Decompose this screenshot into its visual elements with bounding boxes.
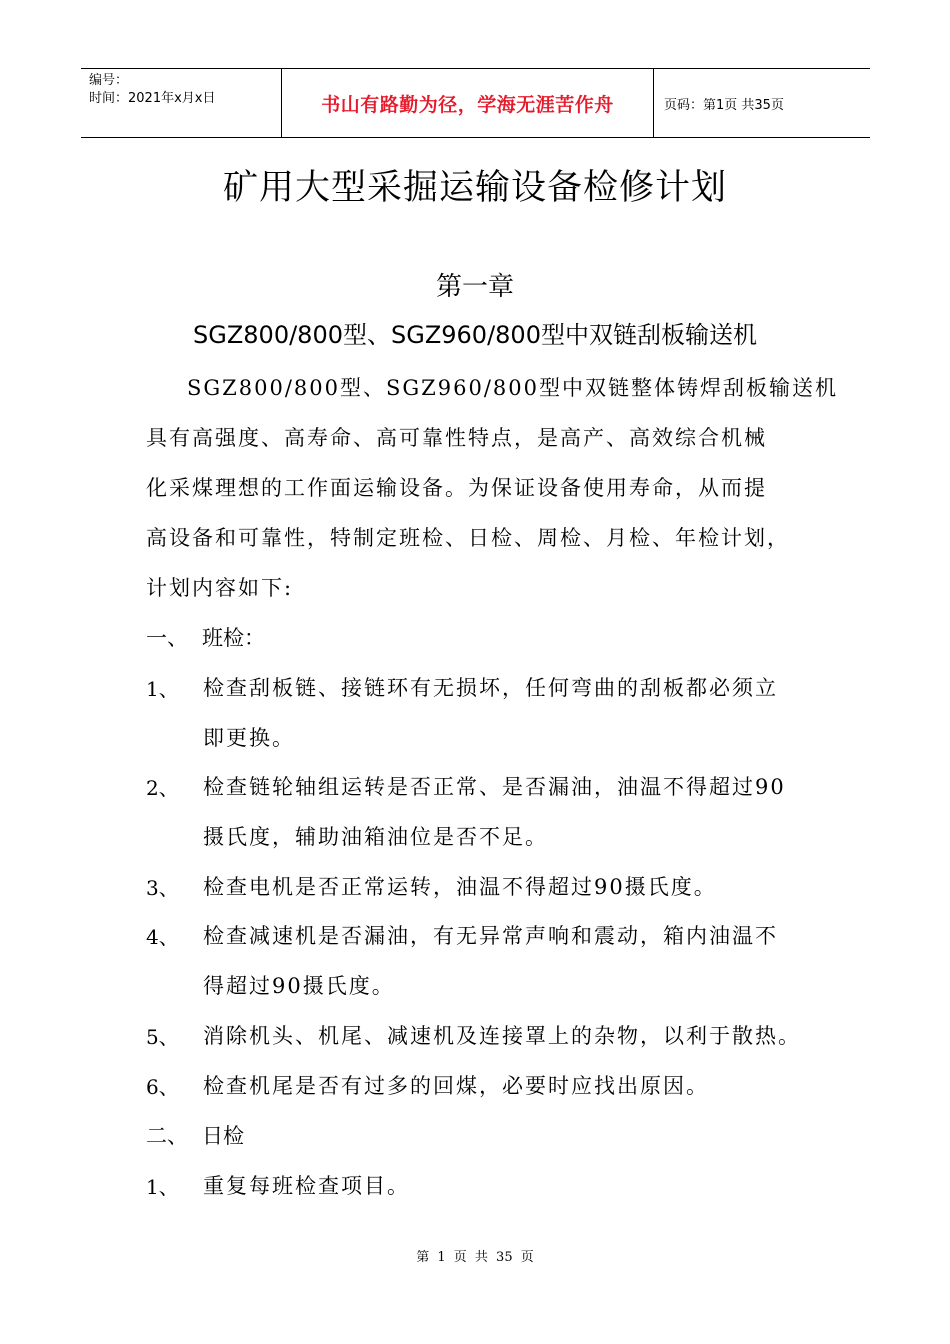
chapter-subtitle: SGZ800/800型、SGZ960/800型中双链刮板输送机	[193, 321, 757, 349]
list-item-number: 2、	[146, 776, 179, 800]
list-item-text: 摄氏度，辅助油箱油位是否不足。	[203, 825, 548, 849]
intro-line: 计划内容如下:	[146, 576, 294, 600]
page-info-text: 页码：第1页 共35页	[664, 97, 784, 113]
list-item-text: 检查减速机是否漏油，有无异常声响和震动，箱内油温不	[203, 924, 778, 948]
document-title: 矿用大型采掘运输设备检修计划	[222, 168, 727, 208]
header-meta	[81, 69, 281, 137]
list-item-number: 3、	[146, 876, 179, 900]
list-item-text: 检查电机是否正常运转，油温不得超过90摄氏度。	[203, 875, 717, 899]
page-footer: 第 1 页 共 35 页	[416, 1250, 534, 1265]
section-label: 班检：	[202, 626, 265, 650]
intro-line: 高设备和可靠性，特制定班检、日检、周检、月检、年检计划，	[146, 526, 790, 550]
list-item-number: 1、	[146, 1175, 179, 1199]
intro-line: 具有高强度、高寿命、高可靠性特点，是高产、高效综合机械	[146, 426, 767, 450]
document-header	[81, 68, 870, 138]
header-motto-cell	[281, 69, 654, 137]
list-item-number: 5、	[146, 1025, 179, 1049]
list-item-text: 检查链轮轴组运转是否正常、是否漏油，油温不得超过90	[203, 775, 786, 799]
intro-line: SGZ800/800型、SGZ960/800型中双链整体铸焊刮板输送机	[187, 376, 838, 400]
list-item-text: 消除机头、机尾、减速机及连接罩上的杂物，以利于散热。	[203, 1024, 801, 1048]
time-label: 时间：2021年x月x日	[89, 91, 216, 106]
number-label: 编号：	[89, 73, 129, 88]
section-number: 一、	[146, 626, 188, 650]
list-item-number: 4、	[146, 925, 179, 949]
section-label: 日检	[202, 1124, 244, 1148]
list-item-text: 得超过90摄氏度。	[203, 974, 395, 998]
chapter-heading: 第一章	[435, 272, 514, 302]
section-number: 二、	[146, 1124, 188, 1148]
header-page-info	[654, 69, 870, 137]
list-item-text: 检查刮板链、接链环有无损坏，任何弯曲的刮板都必须立	[203, 676, 778, 700]
list-item-text: 即更换。	[203, 726, 295, 750]
list-item-number: 1、	[146, 677, 179, 701]
list-item-number: 6、	[146, 1075, 179, 1099]
motto-text: 书山有路勤为径，学海无涯苦作舟	[321, 93, 614, 116]
list-item-text: 检查机尾是否有过多的回煤，必要时应找出原因。	[203, 1074, 709, 1098]
list-item-text: 重复每班检查项目。	[203, 1174, 410, 1198]
intro-line: 化采煤理想的工作面运输设备。为保证设备使用寿命，从而提	[146, 476, 767, 500]
